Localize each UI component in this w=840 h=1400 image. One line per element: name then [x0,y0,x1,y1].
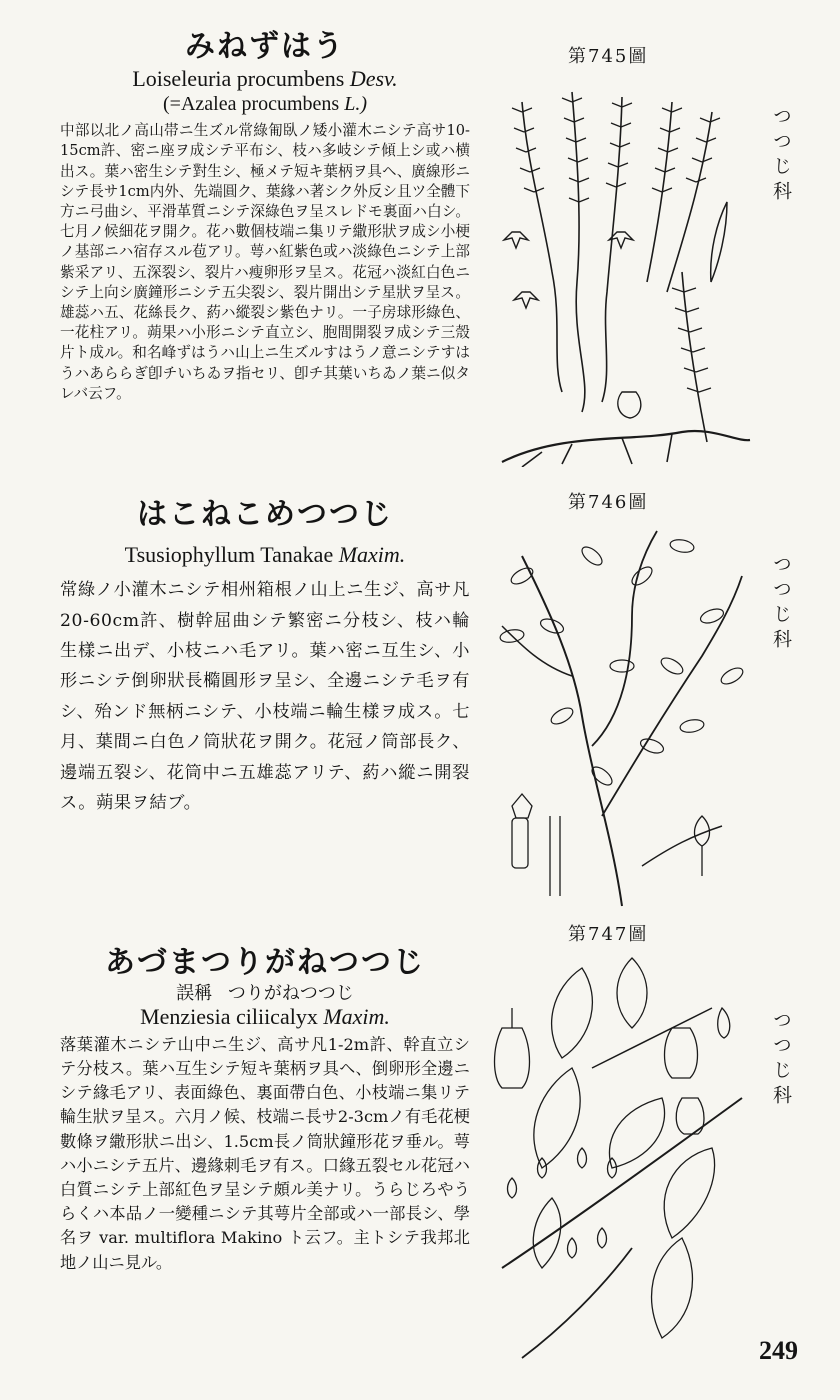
species-title: みねずはう [185,29,345,64]
figure-label: 第746圖 [568,492,649,513]
species-title: はこねこめつつじ [137,497,393,532]
authority: Maxim. [323,1003,390,1029]
plant-illustration [482,948,752,1368]
entry-745 [0,30,840,470]
family-label: つつじ科 [770,554,792,654]
scientific-name [60,543,470,567]
synonym-authority: L.) [344,93,367,116]
authority: Desv. [349,66,398,91]
entry-746 [0,488,840,908]
species-description: 中部以北ノ高山帯ニ生ズル常綠匍臥ノ矮小灌木ニシテ高サ10-15cm許、密ニ座ヲ成シテ平布シ、枝ハ多岐シテ傾上シ或ハ横出ス。葉ハ密生シテ對生シ、極メテ短キ葉柄ヲ具ヘ、廣線形ニシテ長サ1cm内外、先端圓ク、葉緣ハ著シク外反シ且ツ全體下方ニ弓曲シ、平滑革質ニシテ深綠色ヲ呈スレドモ裏面ハ白シ。七月ノ候細花ヲ開ク。花ハ數個枝端ニ集リテ繖形狀ヲ成シ小梗ノ基部ニハ宿存スル苞アリ。萼ハ紅紫色或ハ淡綠色ニシテ上部紫采アリ、五深裂シ、裂片ハ瘦卵形ヲ呈ス。花冠ハ淡紅白色ニシテ上向シ廣鐘形ニシテ五尖裂シ、裂片開出シテ星狀ヲ呈ス。雄蕊ハ五、花絲長ク、葯ハ縱裂シ紫色ナリ。一子房球形綠色、一花柱アリ。蒴果ハ小形ニシテ直立シ、胞間開裂ヲ成シテ三殼片ト成ル。和名峰ずはうハ山上ニ生ズルすはうノ意ニシテすはうハあららぎ卽チいちゐヲ指セリ、卽チ其葉いちゐノ葉ニ似タレバ云フ。 [60,122,470,402]
species-description: 常綠ノ小灌木ニシテ相州箱根ノ山上ニ生ジ、高サ凡20-60cm許、樹幹屈曲シテ繁密ニ分枝シ、枝ハ輪生樣ニ出デ、小枝ニハ毛アリ。葉ハ密ニ互生シ、小形ニシテ倒卵狀長橢圓形ヲ呈シ、全邊ニシテ毛ヲ有シ、殆ンド無柄ニシテ、小枝端ニ輪生樣ヲ成ス。七月、葉間ニ白色ノ筒狀花ヲ開ク。花冠ノ筒部長ク、邊端五裂シ、花筒中ニ五雄蕊アリテ、葯ハ縱ニ開裂ス。蒴果ヲ結ブ。 [60,580,470,814]
synonym-name: (=Azalea procumbens [163,93,340,116]
synonym [60,93,470,115]
scientific-name [60,67,470,91]
plant-illustration [482,516,752,911]
figure-label: 第747圖 [568,924,649,945]
scientific-name [60,1005,470,1029]
page-number: 249 [759,1336,798,1365]
alias-name: つりがねつつじ [227,983,354,1004]
family-label: つつじ科 [770,1010,792,1110]
family-label: つつじ科 [770,106,792,206]
alias [60,983,470,1005]
species-description: 落葉灌木ニシテ山中ニ生ジ、高サ凡1-2m許、幹直立シテ分枝ス。葉ハ互生シテ短キ葉柄ヲ具ヘ、倒卵形全邊ニシテ緣毛アリ、表面綠色、裏面帶白色、小枝端ニ集リテ輪生狀ヲ呈ス。六月ノ候、枝端ニ長サ2-3cmノ有毛花梗數條ヲ繖形狀ニ出シ、1.5cm長ノ筒狀鐘形花ヲ垂ル。萼ハ小ニシテ五片、邊緣刺毛ヲ有ス。口緣五裂セル花冠ハ白質ニシテ上部紅色ヲ呈シテ頗ル美ナリ。うらじろやうらくハ本品ノ一變種ニシテ其萼片全部或ハ一部長シ、學名ヲ var. multiflora Makino ト云フ。主トシテ我邦北地ノ山ニ見ル。 [60,1034,470,1272]
alias-label: 誤稱 [176,983,213,1004]
entry-747 [0,920,840,1370]
binomial: Menziesia ciliicalyx [140,1003,318,1029]
plant-illustration [482,72,752,467]
species-title: あづまつりがねつつじ [105,945,425,980]
binomial: Loiseleuria procumbens [132,66,345,91]
authority: Maxim. [338,542,406,567]
binomial: Tsusiophyllum Tanakae [124,542,334,567]
figure-label: 第745圖 [568,46,649,67]
